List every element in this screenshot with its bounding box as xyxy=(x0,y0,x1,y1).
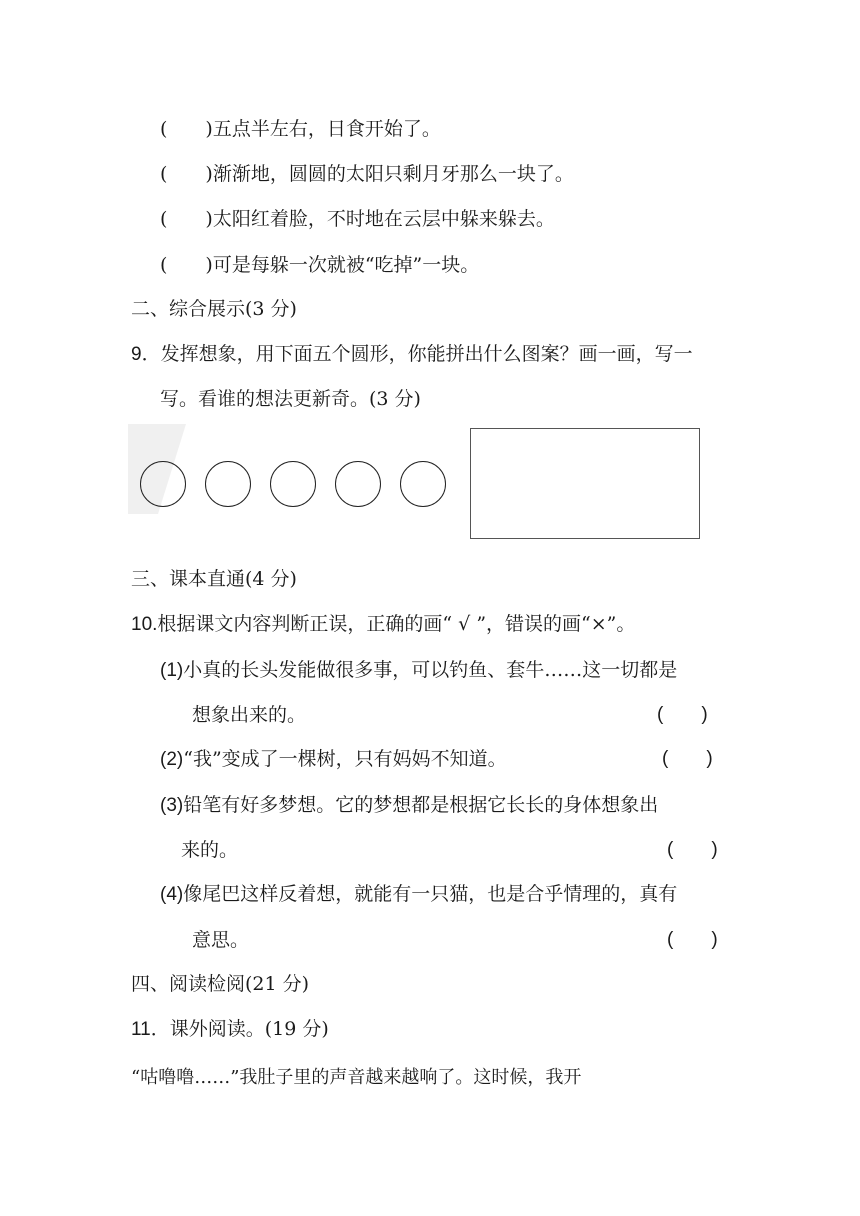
item-text: 像尾巴这样反着想，就能有一只猫，也是合乎情理的，真有 xyxy=(183,883,678,905)
question-number: 10. xyxy=(131,614,158,635)
item-number: (4) xyxy=(160,884,184,905)
circle-shape xyxy=(205,461,251,507)
order-text: 太阳红着脸，不时地在云层中躲来躲去。 xyxy=(212,208,555,230)
order-item-1 xyxy=(160,117,441,141)
answer-paren[interactable]: ( ) xyxy=(160,118,213,140)
order-text: 五点半左右，日食开始了。 xyxy=(212,118,441,140)
judge-item-2 xyxy=(160,747,507,772)
item-text: 铅笔有好多梦想。它的梦想都是根据它长长的身体想象出 xyxy=(183,794,659,816)
question-10-prompt xyxy=(131,612,635,637)
item-number: (1) xyxy=(160,660,184,681)
judge-item-1-line2: 想象出来的。 xyxy=(192,704,307,726)
order-item-2 xyxy=(160,162,574,186)
circle-shape xyxy=(335,461,381,507)
question-text: 发挥想象，用下面五个圆形，你能拼出什么图案？画一画，写一 xyxy=(160,343,693,365)
order-text: 渐渐地，圆圆的太阳只剩月牙那么一块了。 xyxy=(212,163,574,185)
answer-paren[interactable]: ( ) xyxy=(657,704,708,725)
circle-shape xyxy=(270,461,316,507)
judge-item-3-line2: 来的。 xyxy=(181,839,239,861)
answer-paren[interactable]: ( ) xyxy=(667,929,718,950)
order-item-3 xyxy=(160,207,555,231)
order-item-4 xyxy=(160,253,479,277)
drawing-answer-box[interactable] xyxy=(470,428,700,539)
question-9-line1 xyxy=(131,342,693,367)
answer-paren[interactable]: ( ) xyxy=(667,839,718,860)
answer-paren[interactable]: ( ) xyxy=(160,163,213,185)
judge-item-3 xyxy=(160,793,658,818)
section-heading-2: 二、综合展示(3 分) xyxy=(131,298,297,320)
question-11 xyxy=(131,1017,329,1042)
item-text: 小真的长头发能做很多事，可以钓鱼、套牛……这一切都是 xyxy=(183,659,678,681)
judge-item-4-line2: 意思。 xyxy=(192,929,250,951)
item-number: (2) xyxy=(160,749,184,770)
question-number: 9． xyxy=(131,344,161,365)
item-text: “我”变成了一棵树，只有妈妈不知道。 xyxy=(183,748,507,770)
question-text: 根据课文内容判断正误，正确的画“ √ ”，错误的画“×”。 xyxy=(157,613,636,635)
circle-shape xyxy=(140,461,186,507)
section-heading-3: 三、课本直通(4 分) xyxy=(131,568,297,590)
question-number: 11． xyxy=(131,1019,170,1040)
judge-item-4 xyxy=(160,882,677,907)
question-text: 课外阅读。(19 分) xyxy=(169,1018,329,1040)
order-text: 可是每躲一次就被“吃掉”一块。 xyxy=(212,254,480,276)
judge-item-1 xyxy=(160,658,677,683)
answer-paren[interactable]: ( ) xyxy=(160,254,213,276)
section-heading-4: 四、阅读检阅(21 分) xyxy=(131,973,310,995)
answer-paren[interactable]: ( ) xyxy=(662,748,713,769)
circle-shape xyxy=(400,461,446,507)
answer-paren[interactable]: ( ) xyxy=(160,208,213,230)
question-9-line2: 写。看谁的想法更新奇。(3 分) xyxy=(160,388,421,410)
item-number: (3) xyxy=(160,795,184,816)
passage-line-1: “咕噜噜……”我肚子里的声音越来越响了。这时候，我开 xyxy=(131,1067,582,1088)
